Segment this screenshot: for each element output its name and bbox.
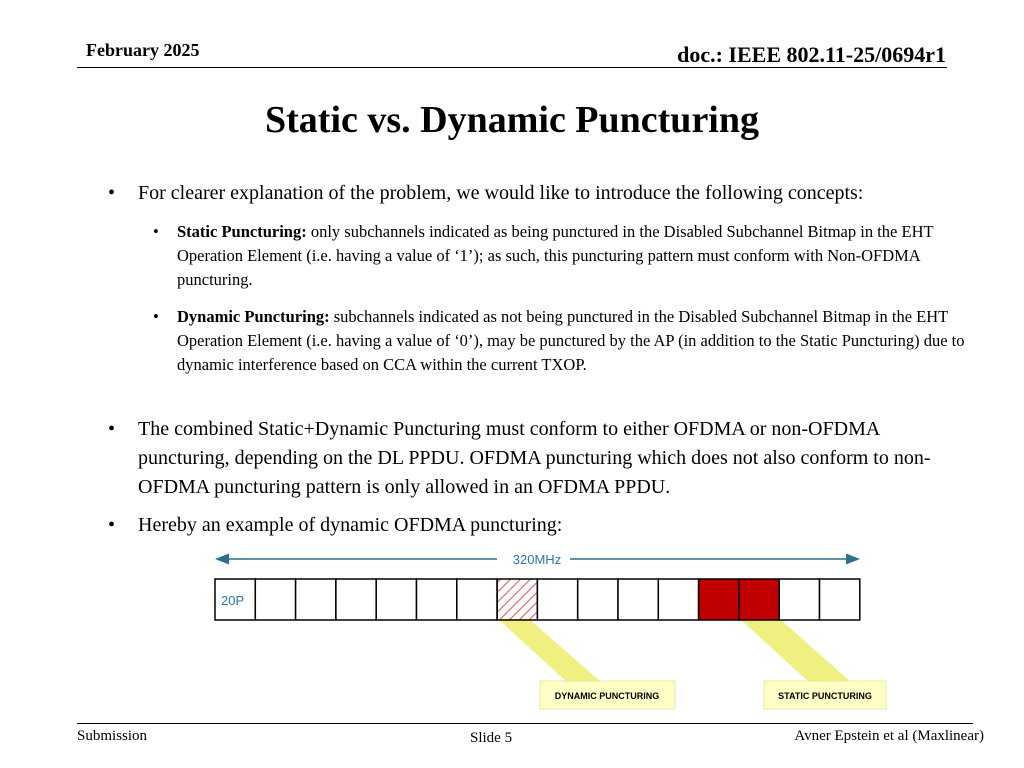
static-description: only subchannels indicated as being punctured in the Disabled Subchannel Bitmap in the EHT Operation Element (i.e. having a value of ‘1’); as such, this puncturing pattern must conform with Non-OFDMA puncturing.	[177, 222, 934, 289]
static-term: Static Puncturing:	[177, 222, 307, 241]
sub-bullet-dynamic	[153, 305, 977, 377]
bullet-marker: •	[108, 514, 116, 536]
subchannel-cell	[296, 579, 336, 620]
subchannel-cell	[417, 579, 457, 620]
subchannel-row	[215, 579, 860, 620]
sub-bullet-static	[153, 220, 977, 292]
bullet-example-text: Hereby an example of dynamic OFDMA puncturing:	[138, 514, 563, 536]
header-divider	[77, 67, 947, 68]
subchannel-cell	[376, 579, 416, 620]
bullet-combined-text: The combined Static+Dynamic Puncturing must conform to either OFDMA or non-OFDMA puncturing, depending on the DL PPDU. OFDMA puncturing which does not also conform to non-OFDMA puncturing pattern is only allowed in an OFDMA PPDU.	[138, 418, 931, 498]
sub-bullet-marker: •	[153, 307, 159, 326]
header-date: February 2025	[86, 40, 200, 60]
arrow-head-left-icon	[215, 554, 229, 565]
static-callout-tail	[740, 619, 852, 683]
subchannel-cell	[779, 579, 819, 620]
subchannel-cell	[255, 579, 295, 620]
footer-submission: Submission	[77, 728, 148, 744]
bullet-combined	[108, 415, 958, 502]
primary-channel-label: 20P	[221, 593, 245, 608]
subchannel-cell	[537, 579, 577, 620]
footer-slide-number: Slide 5	[470, 730, 513, 746]
subchannel-cell	[618, 579, 658, 620]
bandwidth-label: 320MHz	[512, 552, 562, 567]
dynamic-callout-tail	[498, 619, 602, 683]
subchannel-cell	[457, 579, 497, 620]
bullet-marker: •	[108, 182, 116, 204]
subchannel-cell-dynamic-punctured	[497, 579, 537, 620]
dynamic-description: subchannels indicated as not being punctured in the Disabled Subchannel Bitmap in the EHT Operation Element (i.e. having a value of ‘0’), may be punctured by the AP (in addition to the Static Puncturing) due to dynamic interference based on CCA within the current TXOP.	[177, 307, 965, 374]
dynamic-callout-label: DYNAMIC PUNCTURING	[554, 691, 660, 701]
static-callout-label: STATIC PUNCTURING	[778, 691, 872, 701]
header-doc-id: doc.: IEEE 802.11-25/0694r1	[677, 42, 946, 67]
dynamic-term: Dynamic Puncturing:	[177, 307, 330, 326]
footer-author: Avner Epstein et al (Maxlinear)	[794, 728, 984, 744]
subchannel-cell	[820, 579, 860, 620]
subchannel-cell-static-punctured	[699, 579, 739, 620]
subchannel-cell	[658, 579, 698, 620]
bullet-marker: •	[108, 418, 116, 440]
slide-title: Static vs. Dynamic Puncturing	[265, 99, 759, 141]
footer-divider	[77, 723, 973, 724]
subchannel-cell-static-punctured	[739, 579, 779, 620]
subchannel-cell	[578, 579, 618, 620]
subchannel-cell	[336, 579, 376, 620]
bullet-example	[108, 511, 958, 540]
bullet-intro-text: For clearer explanation of the problem, we would like to introduce the following concepts:	[138, 182, 864, 204]
sub-bullet-marker: •	[153, 222, 159, 241]
arrow-head-right-icon	[846, 554, 860, 565]
bullet-intro	[108, 179, 978, 208]
